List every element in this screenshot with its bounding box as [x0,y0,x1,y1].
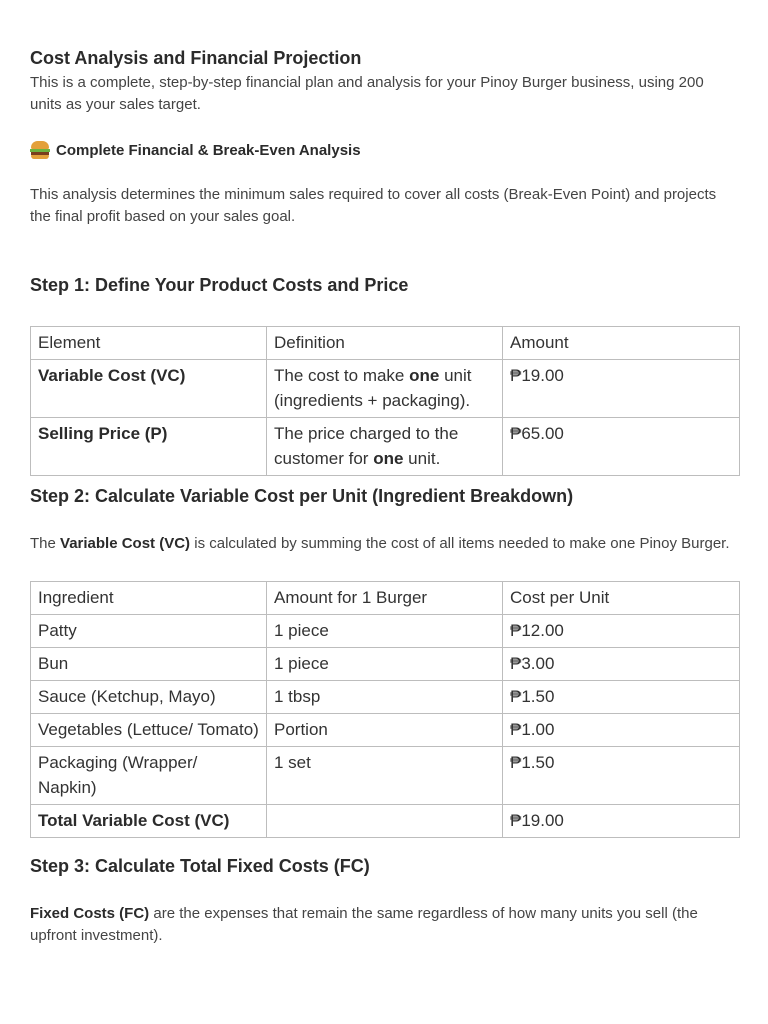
amount-cell: Portion [267,714,503,747]
page-title: Cost Analysis and Financial Projection [30,48,362,68]
table-row [31,681,740,714]
element-cell: Selling Price (P) [31,418,267,476]
ingredient-table [30,581,740,838]
table-row [31,360,740,418]
header-cell: Cost per Unit [503,582,740,615]
step1-heading: Step 1: Define Your Product Costs and Price [30,275,409,295]
ingredient-cell: Sauce (Ketchup, Mayo) [31,681,267,714]
amount-cell: 1 piece [267,615,503,648]
cost-cell: ₱1.50 [503,747,740,805]
table-header-row [31,582,740,615]
table-row [31,714,740,747]
element-cell: Variable Cost (VC) [31,360,267,418]
total-label-cell: Total Variable Cost (VC) [31,805,267,838]
header-cell: Amount [503,327,740,360]
table-row [31,747,740,805]
section-heading [30,141,361,159]
amount-cell: ₱65.00 [503,418,740,476]
table-total-row [31,805,740,838]
definition-cell: The cost to make one unit (ingredients + packaging). [267,360,503,418]
ingredient-cell: Packaging (Wrapper/ Napkin) [31,747,267,805]
header-cell: Element [31,327,267,360]
table-row [31,418,740,476]
header-cell: Ingredient [31,582,267,615]
cost-cell: ₱3.00 [503,648,740,681]
total-amount-cell [267,805,503,838]
step2-text: The Variable Cost (VC) is calculated by summing the cost of all items needed to make one Pinoy Burger. [30,535,730,552]
cost-cell: ₱1.00 [503,714,740,747]
amount-cell: 1 piece [267,648,503,681]
definition-cell: The price charged to the customer for one unit. [267,418,503,476]
section-heading-label: Complete Financial & Break-Even Analysis [56,141,361,159]
table-row [31,615,740,648]
amount-cell: 1 set [267,747,503,805]
ingredient-cell: Vegetables (Lettuce/ Tomato) [31,714,267,747]
step3-text: Fixed Costs (FC) are the expenses that remain the same regardless of how many units you sell (the upfront investment). [30,905,698,944]
ingredient-cell: Bun [31,648,267,681]
header-cell: Amount for 1 Burger [267,582,503,615]
analysis-text: This analysis determines the minimum sales required to cover all costs (Break-Even Point) and projects the final profit based on your sales goal. [30,186,717,225]
step2-heading: Step 2: Calculate Variable Cost per Unit (Ingredient Breakdown) [30,486,574,506]
step3-heading: Step 3: Calculate Total Fixed Costs (FC) [30,856,370,876]
amount-cell: ₱19.00 [503,360,740,418]
header-cell: Definition [267,327,503,360]
step1-table [30,326,740,476]
table-header-row [31,327,740,360]
table-row [31,648,740,681]
cost-cell: ₱1.50 [503,681,740,714]
hamburger-icon [30,141,50,159]
ingredient-cell: Patty [31,615,267,648]
amount-cell: 1 tbsp [267,681,503,714]
cost-cell: ₱12.00 [503,615,740,648]
total-value-cell: ₱19.00 [503,805,740,838]
intro-text: This is a complete, step-by-step financial plan and analysis for your Pinoy Burger business, using 200 units as your sales target. [30,74,704,113]
